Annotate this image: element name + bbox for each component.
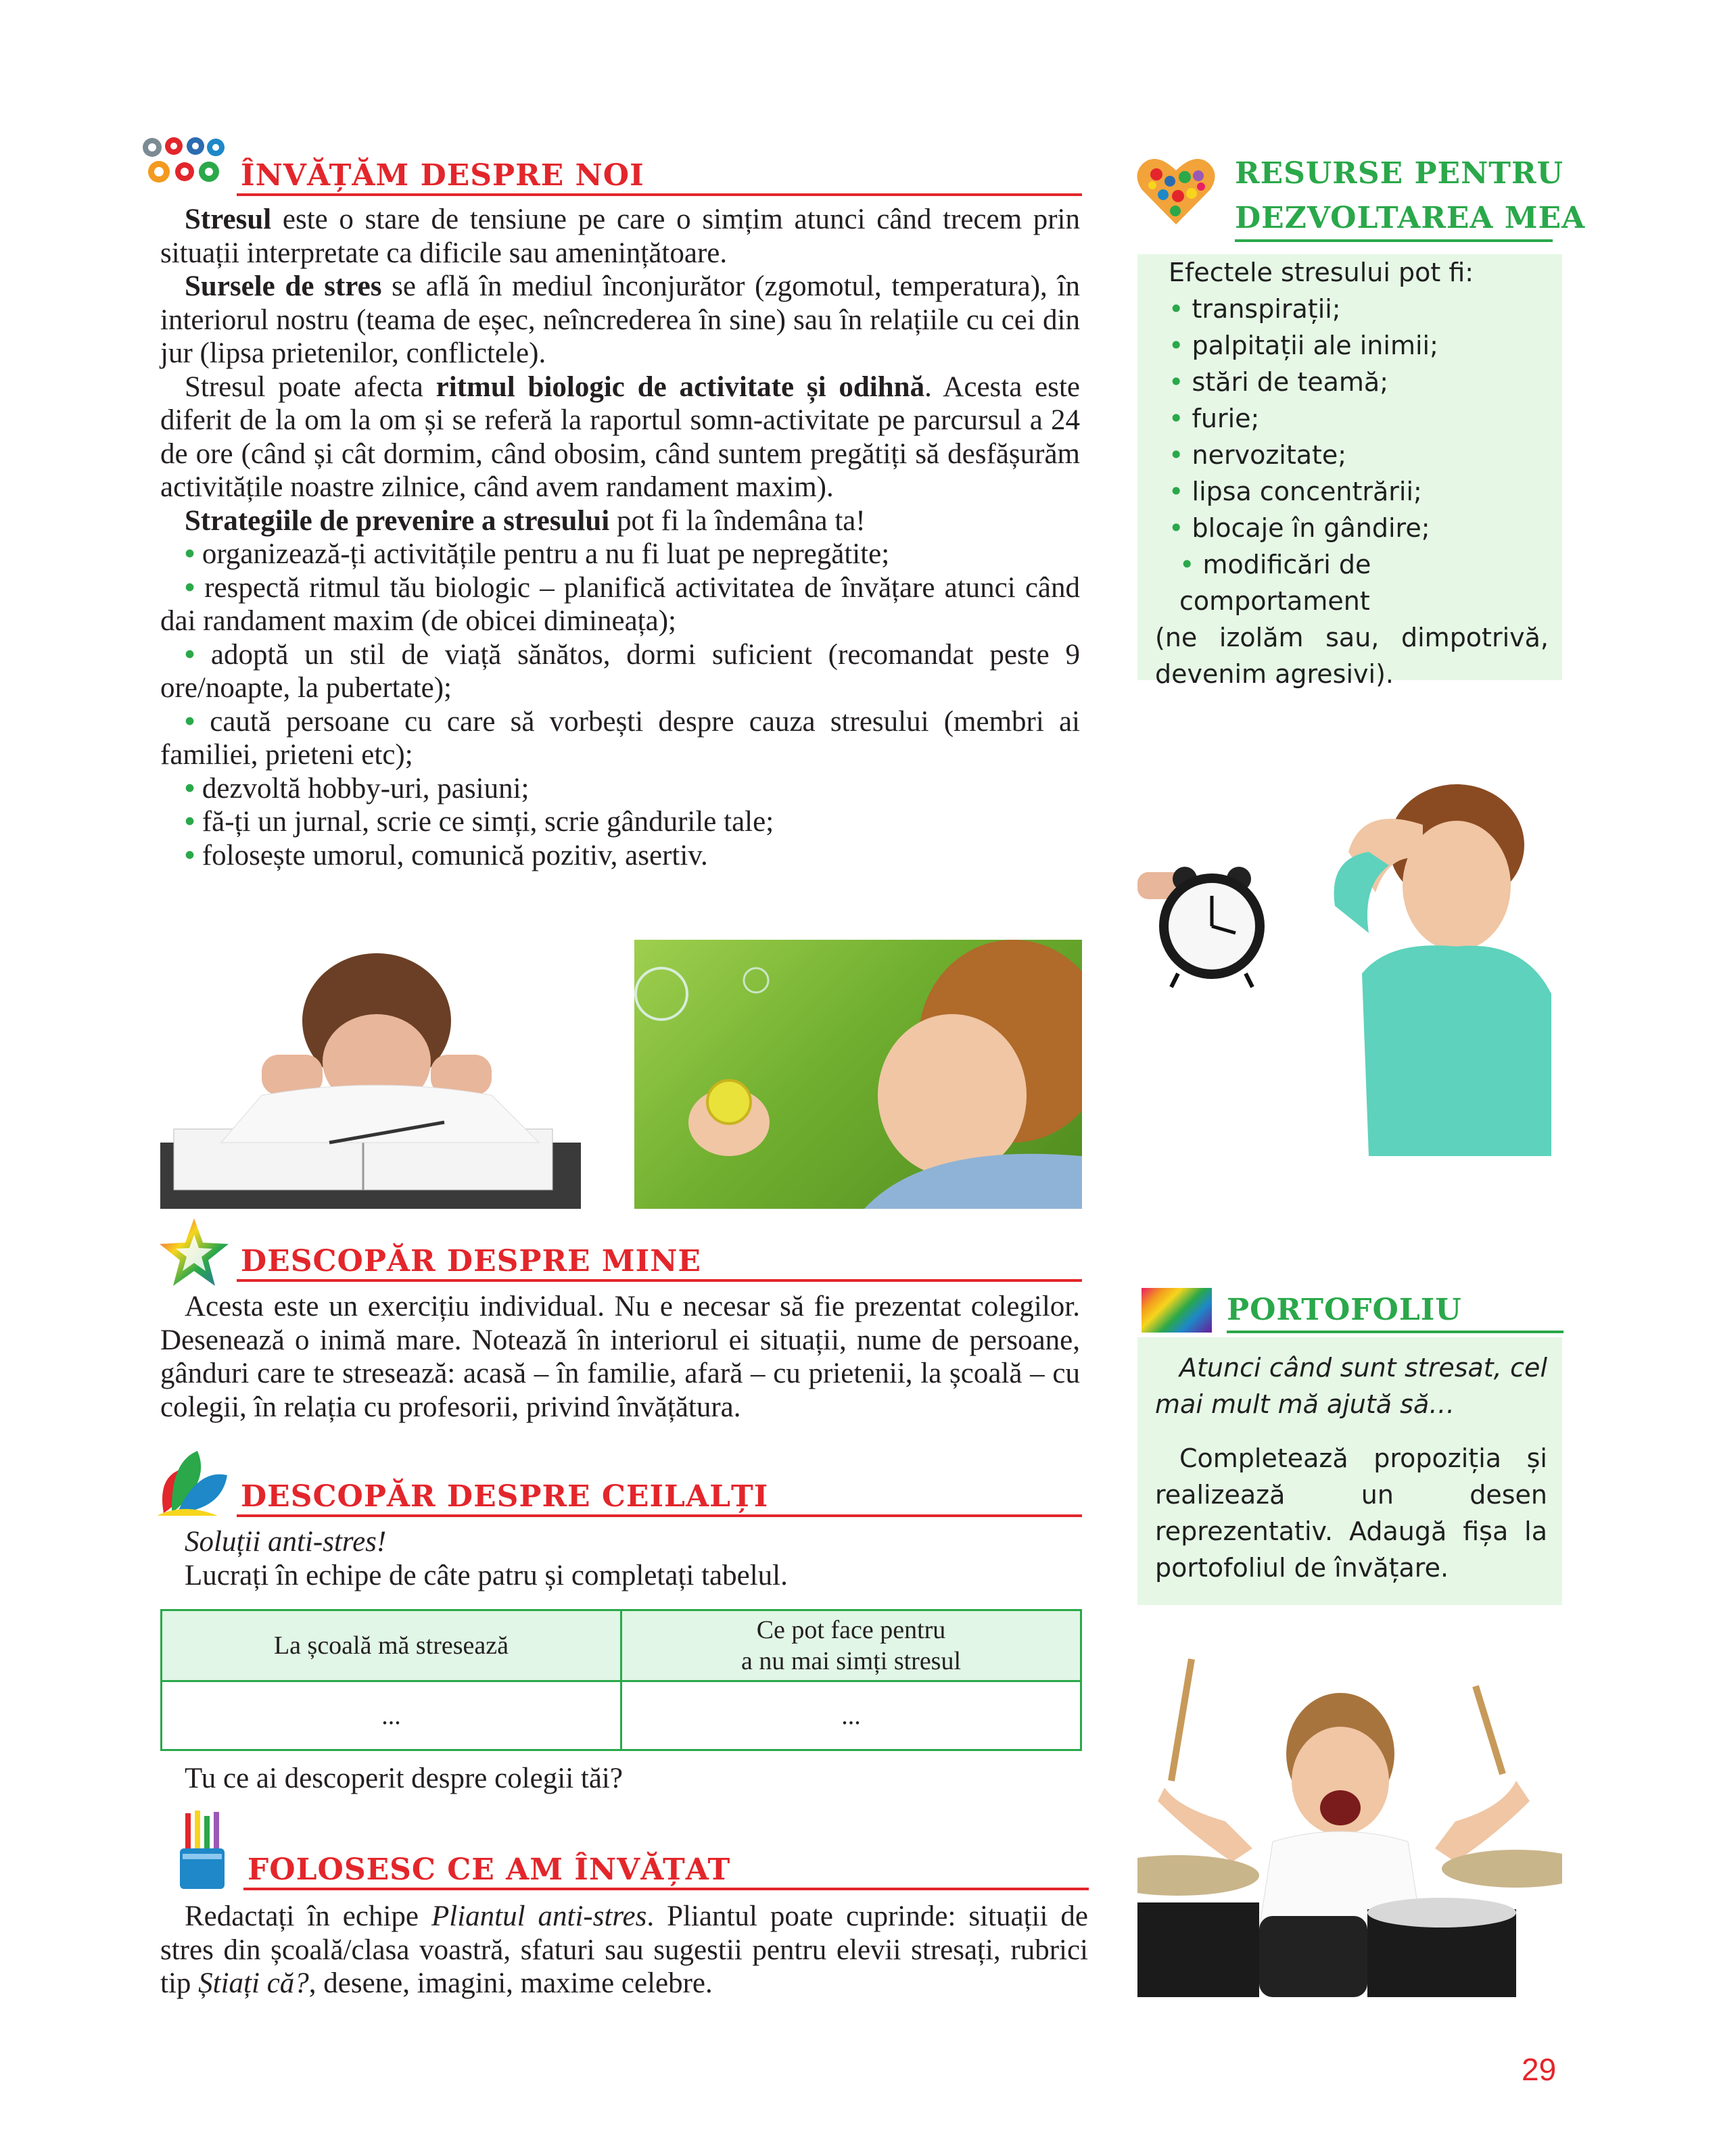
leaves-icon	[157, 1448, 231, 1516]
list-item: • adoptă un stil de viață sănătos, dormi suficient (recomandat peste 9 ore/noapte, la pubertate);	[160, 638, 1080, 704]
p4-text: pot fi la îndemâna ta!	[609, 504, 866, 537]
section-rule	[1227, 1331, 1563, 1333]
discover-me-text: Acesta este un exercițiu individual. Nu e necesar să fie prezentat colegilor. Desenează o inimă mare. Notează în interiorul ei situații, nume de persoane, gânduri care te stresează: acasă – în familie, afară – cu prietenii, la școală – cu colegii, în relația cu profesorii, privind învățătura.	[160, 1291, 1080, 1423]
term-ritm: ritmul biologic de activitate și odihnă	[436, 370, 925, 403]
effects-intro: Efectele stresului pot fi:	[1169, 258, 1474, 287]
p1-text: este o stare de tensiune pe care o simțim atunci când trecem prin situații interpretate ca dificile sau amenințătoare.	[160, 203, 1080, 269]
list-item: • furie;	[1169, 404, 1260, 433]
pencil-cup-icon	[176, 1811, 230, 1890]
table-header-cell: Ce pot face pentru a nu mai simți stresul	[621, 1610, 1081, 1681]
p3-text-a: Stresul poate afecta	[185, 370, 436, 403]
term-stresul: Stresul	[185, 203, 272, 235]
list-item: • stări de teamă;	[1169, 367, 1389, 397]
discover-others-text: Soluții anti-stres! Lucrați în echipe de câte patru și completați tabelul.	[185, 1526, 788, 1591]
portfolio-prompt: Atunci când sunt stresat, cel mai mult mă ajută să…	[1155, 1353, 1547, 1419]
heart-icon	[1136, 154, 1216, 226]
section-rule	[1235, 239, 1553, 242]
list-item: • caută persoane cu care să vorbești despre cauza stresului (membri ai familiei, prieteni etc);	[160, 705, 1080, 771]
list-item: • folosește umorul, comunică pozitiv, asertiv.	[185, 839, 708, 871]
list-item: • respectă ritmul tău biologic – planifică activitatea de învățare atunci când dai randament maxim (de obicei dimineața);	[160, 571, 1080, 637]
page-number: 29	[1522, 2052, 1557, 2087]
section-title-discover-others: DESCOPĂR DESPRE CEILALȚI	[241, 1479, 769, 1514]
list-item: • dezvoltă hobby-uri, pasiuni;	[185, 772, 530, 805]
resources-title-line1: RESURSE PENTRU	[1235, 156, 1563, 191]
table-row	[162, 1610, 1081, 1681]
table-cell[interactable]: ...	[162, 1681, 621, 1750]
section-title-use-learned: FOLOSESC CE AM ÎNVĂȚAT	[248, 1852, 731, 1887]
boy-bubbles-photo	[634, 940, 1082, 1209]
section-title-discover-me: DESCOPĂR DESPRE MINE	[241, 1244, 701, 1278]
list-item: • lipsa concentrării;	[1169, 477, 1422, 506]
section-rule	[237, 1514, 1082, 1517]
learn-text	[160, 203, 1080, 872]
portfolio-task: Completează propoziția și realizează un desen reprezentativ. Adaugă fișa la portofoliul de învățare.	[1155, 1443, 1547, 1583]
drummer-boy-photo	[1137, 1646, 1562, 1997]
list-item: • palpitații ale inimii;	[1169, 331, 1438, 360]
section-rule	[237, 193, 1082, 196]
portfolio-title: PORTOFOLIU	[1227, 1293, 1462, 1327]
list-item: • fă-ți un jurnal, scrie ce simți, scrie gândurile tale;	[185, 806, 774, 838]
alarm-clock-photo	[1137, 859, 1273, 1129]
list-item: • nervozitate;	[1169, 440, 1347, 470]
portfolio-box	[1137, 1337, 1562, 1605]
discover-others-question: Tu ce ai descoperit despre colegii tăi?	[185, 1763, 623, 1794]
effects-tail: (ne izolăm sau, dimpotrivă, devenim agresivi).	[1155, 623, 1549, 689]
table-row	[162, 1681, 1081, 1750]
gears-icon	[139, 134, 233, 187]
star-icon	[157, 1217, 231, 1289]
tired-boy-photo	[1308, 771, 1565, 1156]
section-rule	[243, 1888, 1089, 1890]
list-item: • modificări de comportament	[1179, 550, 1371, 616]
list-item: • blocaje în gândire;	[1169, 513, 1430, 543]
table-cell[interactable]: ...	[621, 1681, 1081, 1750]
term-strategii: Strategiile de prevenire a stresului	[185, 504, 610, 537]
list-item: • transpirații;	[1169, 294, 1341, 324]
table-header-cell: La școală mă stresează	[162, 1610, 621, 1681]
section-rule	[237, 1279, 1082, 1282]
use-learned-text: Redactați în echipe Pliantul anti-stres. Pliantul poate cuprinde: situații de stres din școală/clasa voastră, sfaturi sau sugestii pentru elevii stresați, rubrici tip Știați că?, desene, imagini, maxime celebre.	[160, 1900, 1089, 1999]
resources-title-line2: DEZVOLTAREA MEA	[1235, 201, 1586, 235]
term-surse: Sursele de stres	[185, 270, 382, 302]
section-title-learn: ÎNVĂȚĂM DESPRE NOI	[241, 158, 644, 193]
p2-text: se află în mediul înconjurător (zgomotul, temperatura), în interiorul nostru (teama de eșec, neîncrederea în sine) sau în relațiile cu cei din jur (lipsa prietenilor, conflictele).	[160, 270, 1080, 369]
p3-text-b: . Acesta este diferit de la om la om și se referă la raportul somn-activitate pe parcursul a 24 de ore (când și cât dormim, când obosim, când suntem pregătiți să desfășurăm activitățile noastre zilnice, când avem randament maxim).	[160, 370, 1080, 503]
resources-title	[1235, 151, 1585, 241]
stress-effects-box	[1137, 254, 1562, 689]
stressed-boy-photo	[160, 940, 581, 1209]
anti-stress-table	[160, 1609, 1082, 1751]
rainbow-icon	[1142, 1288, 1212, 1333]
list-item: • organizează-ți activitățile pentru a nu fi luat pe nepregătite;	[185, 538, 890, 570]
